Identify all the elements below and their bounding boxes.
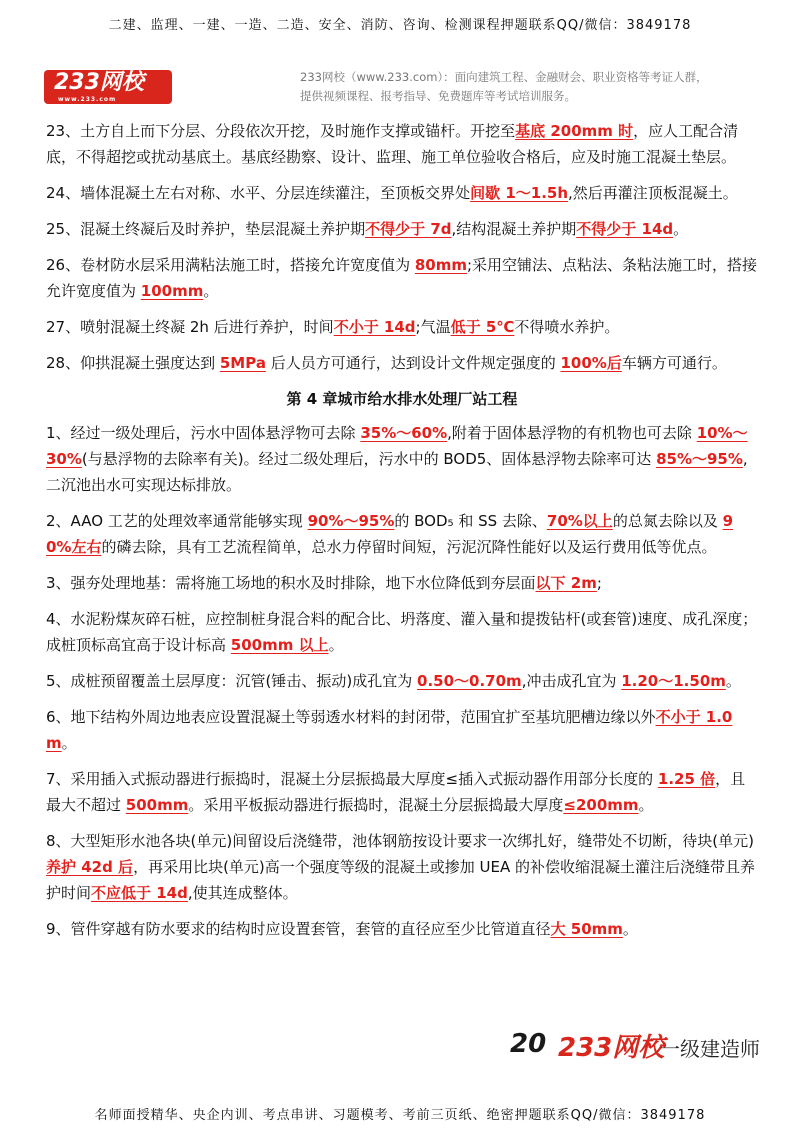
header-line-1: 233网校（www.233.com）：面向建筑工程、金融财会、职业资格等考证人群， xyxy=(300,70,708,84)
highlighted-value: 500mm 以上 xyxy=(230,636,329,654)
paragraph-text: 的磷去除，具有工艺流程简单，总水力停留时间短，污泥沉降性能好以及运行费用低等优点。 xyxy=(101,538,717,556)
paragraph xyxy=(46,314,758,340)
paragraph-text: 。 xyxy=(638,796,654,814)
paragraph-text: 。 xyxy=(622,920,638,938)
paragraph-text: 3、强夯处理地基：需将施工场地的积水及时排除，地下水位降低到夯层面 xyxy=(46,574,536,592)
paragraph xyxy=(46,704,758,756)
paragraph xyxy=(46,216,758,242)
bottom-banner: 名师面授精华、央企内训、考点串讲、习题模考、考前三页纸、绝密押题联系QQ/微信：3849178 xyxy=(94,1108,706,1123)
paragraph-text: ;采用空铺法、点粘法、条粘法施工时，搭接允许宽度值为 xyxy=(46,256,758,300)
highlighted-value: 5MPa xyxy=(219,354,266,372)
highlighted-value: 低于 5℃ xyxy=(450,318,515,336)
paragraph-text: ,附着于固体悬浮物的有机物也可去除 xyxy=(447,424,697,442)
paragraph-text: ,然后再灌注顶板混凝土。 xyxy=(568,184,738,202)
paragraph-text: 8、大型矩形水池各块(单元)间留设后浇缝带，池体钢筋按设计要求一次绑扎好，缝带处不切断，待块(单元) xyxy=(46,832,754,850)
paragraph-text: 6、地下结构外周边地表应设置混凝土等弱透水材料的封闭带，范围宜扩至基坑肥槽边缘以外 xyxy=(46,708,656,726)
top-banner: 二建、监理、一建、一造、二造、安全、消防、咨询、检测课程押题联系QQ/微信：3849178 xyxy=(108,18,692,33)
highlighted-value: 1.20～1.50m xyxy=(621,672,726,690)
paragraph-text: 7、采用插入式振动器进行振捣时，混凝土分层振捣最大厚度≤插入式振动器作用部分长度的 xyxy=(46,770,658,788)
paragraph-text: 27、喷射混凝土终凝 2h 后进行养护，时间 xyxy=(46,318,334,336)
paragraph-text: 的总氮去除以及 xyxy=(612,512,723,530)
page-header xyxy=(40,66,770,110)
paragraph-text: 。采用平板振动器进行振捣时，混凝土分层振捣最大厚度 xyxy=(188,796,564,814)
paragraph-text: 后人员方可通行，达到设计文件规定强度的 xyxy=(265,354,561,372)
paragraph-text: 5、成桩预留覆盖土层厚度：沉管(锤击、振动)成孔宜为 xyxy=(46,672,418,690)
paragraph-text: 。 xyxy=(673,220,689,238)
paragraph xyxy=(46,570,758,596)
paragraph-text: 1、经过一级处理后，污水中固体悬浮物可去除 xyxy=(46,424,361,442)
paragraph-text: ,结构混凝土养护期 xyxy=(451,220,577,238)
paragraph-text: ，应人工配合清底，不得超挖或扰动基底土。基底经勘察、设计、监理、施工单位验收合格后，应及时施工混凝土垫层。 xyxy=(46,122,739,166)
logo-subtext: www.233.com xyxy=(58,96,117,103)
paragraph-text: ,二沉池出水可实现达标排放。 xyxy=(46,450,748,494)
highlighted-value: 85%～95% xyxy=(656,450,743,468)
paragraph-text: 。 xyxy=(328,636,344,654)
highlighted-value: 养护 42d 后 xyxy=(46,858,134,876)
highlighted-value: 不应低于 14d xyxy=(91,884,188,902)
paragraph xyxy=(46,180,758,206)
footer-logo-course-name: 一级建造师 xyxy=(660,1037,760,1061)
paragraph-text: 28、仰拱混凝土强度达到 xyxy=(46,354,220,372)
footer-logo xyxy=(510,1023,770,1063)
highlighted-value: 80mm xyxy=(414,256,467,274)
paragraph xyxy=(46,828,758,906)
logo-text: 233网校 xyxy=(54,70,144,95)
paragraph-text: 24、墙体混凝土左右对称、水平、分层连续灌注，至顶板交界处 xyxy=(46,184,471,202)
paragraph-text: ;气温 xyxy=(415,318,451,336)
paragraph-text: 的 BOD₅ 和 SS 去除、 xyxy=(394,512,547,530)
paragraph xyxy=(46,252,758,304)
highlighted-value: 不得少于 7d xyxy=(365,220,452,238)
paragraph xyxy=(46,350,758,376)
paragraph-text: ,使其连成整体。 xyxy=(187,884,298,902)
chapter-heading xyxy=(46,386,758,412)
paragraph-text: 第 4 章城市给水排水处理厂站工程 xyxy=(286,390,518,408)
highlighted-value: 0.50～0.70m xyxy=(417,672,522,690)
highlighted-value: 100mm xyxy=(140,282,204,300)
paragraph-text: 4、水泥粉煤灰碎石桩，应控制桩身混合料的配合比、坍落度、灌入量和提拨钻杆(或套管)速度、成孔深度；成桩顶标高宜高于设计标高 xyxy=(46,610,758,654)
paragraph-text: ; xyxy=(596,574,602,592)
paragraph-text: 26、卷材防水层采用满粘法施工时，搭接允许宽度值为 xyxy=(46,256,415,274)
brand-logo xyxy=(44,70,172,104)
highlighted-value: ≤200mm xyxy=(563,796,639,814)
highlighted-value: 10%～30% xyxy=(46,424,748,468)
highlighted-value: 35%～60% xyxy=(360,424,448,442)
paragraph-text: ，且最大不超过 xyxy=(46,770,746,814)
highlighted-value: 100%后 xyxy=(560,354,622,372)
paragraph-text: 9、管件穿越有防水要求的结构时应设置套管，套管的直径应至少比管道直径 xyxy=(46,920,551,938)
highlighted-value: 不小于 1.0m xyxy=(46,708,733,752)
highlighted-value: 间歇 1～1.5h xyxy=(470,184,569,202)
paragraph-text: ,冲击成孔宜为 xyxy=(521,672,622,690)
footer-logo-anniversary: 20 xyxy=(510,1029,547,1059)
paragraph-text: 。 xyxy=(61,734,77,752)
paragraph-text: 车辆方可通行。 xyxy=(621,354,727,372)
paragraph-text: 。 xyxy=(725,672,741,690)
highlighted-value: 不得少于 14d xyxy=(576,220,674,238)
paragraph-text: 。 xyxy=(203,282,219,300)
paragraph-text: (与悬浮物的去除率有关)。经过二级处理后，污水中的 BOD5、固体悬浮物去除率可达 xyxy=(81,450,657,468)
paragraph xyxy=(46,766,758,818)
highlighted-value: 70%以上 xyxy=(546,512,613,530)
document-body xyxy=(46,118,758,952)
highlighted-value: 90%左右 xyxy=(46,512,734,556)
paragraph-text: ，再采用比块(单元)高一个强度等级的混凝土或掺加 UEA 的补偿收缩混凝土灌注后浇缝带且养护时间 xyxy=(46,858,756,902)
highlighted-value: 500mm xyxy=(125,796,189,814)
highlighted-value: 大 50mm xyxy=(550,920,623,938)
highlighted-value: 不小于 14d xyxy=(333,318,416,336)
paragraph-text: 不得喷水养护。 xyxy=(514,318,620,336)
paragraph xyxy=(46,508,758,560)
paragraph-text: 2、AAO 工艺的处理效率通常能够实现 xyxy=(46,512,308,530)
paragraph xyxy=(46,668,758,694)
footer-logo-brand: 233网校 xyxy=(558,1033,665,1063)
header-line-2: 提供视频课程、报考指导、免费题库等考试培训服务。 xyxy=(300,89,576,103)
paragraph-text: 23、土方自上而下分层、分段依次开挖，及时施作支撑或锚杆。开挖至 xyxy=(46,122,516,140)
highlighted-value: 90%～95% xyxy=(307,512,395,530)
paragraph xyxy=(46,420,758,498)
header-description xyxy=(300,68,770,106)
paragraph xyxy=(46,916,758,942)
paragraph xyxy=(46,606,758,658)
highlighted-value: 1.25 倍 xyxy=(657,770,716,788)
paragraph-text: 25、混凝土终凝后及时养护，垫层混凝土养护期 xyxy=(46,220,366,238)
highlighted-value: 以下 2m xyxy=(535,574,597,592)
paragraph xyxy=(46,118,758,170)
highlighted-value: 基底 200mm 时 xyxy=(515,122,634,140)
